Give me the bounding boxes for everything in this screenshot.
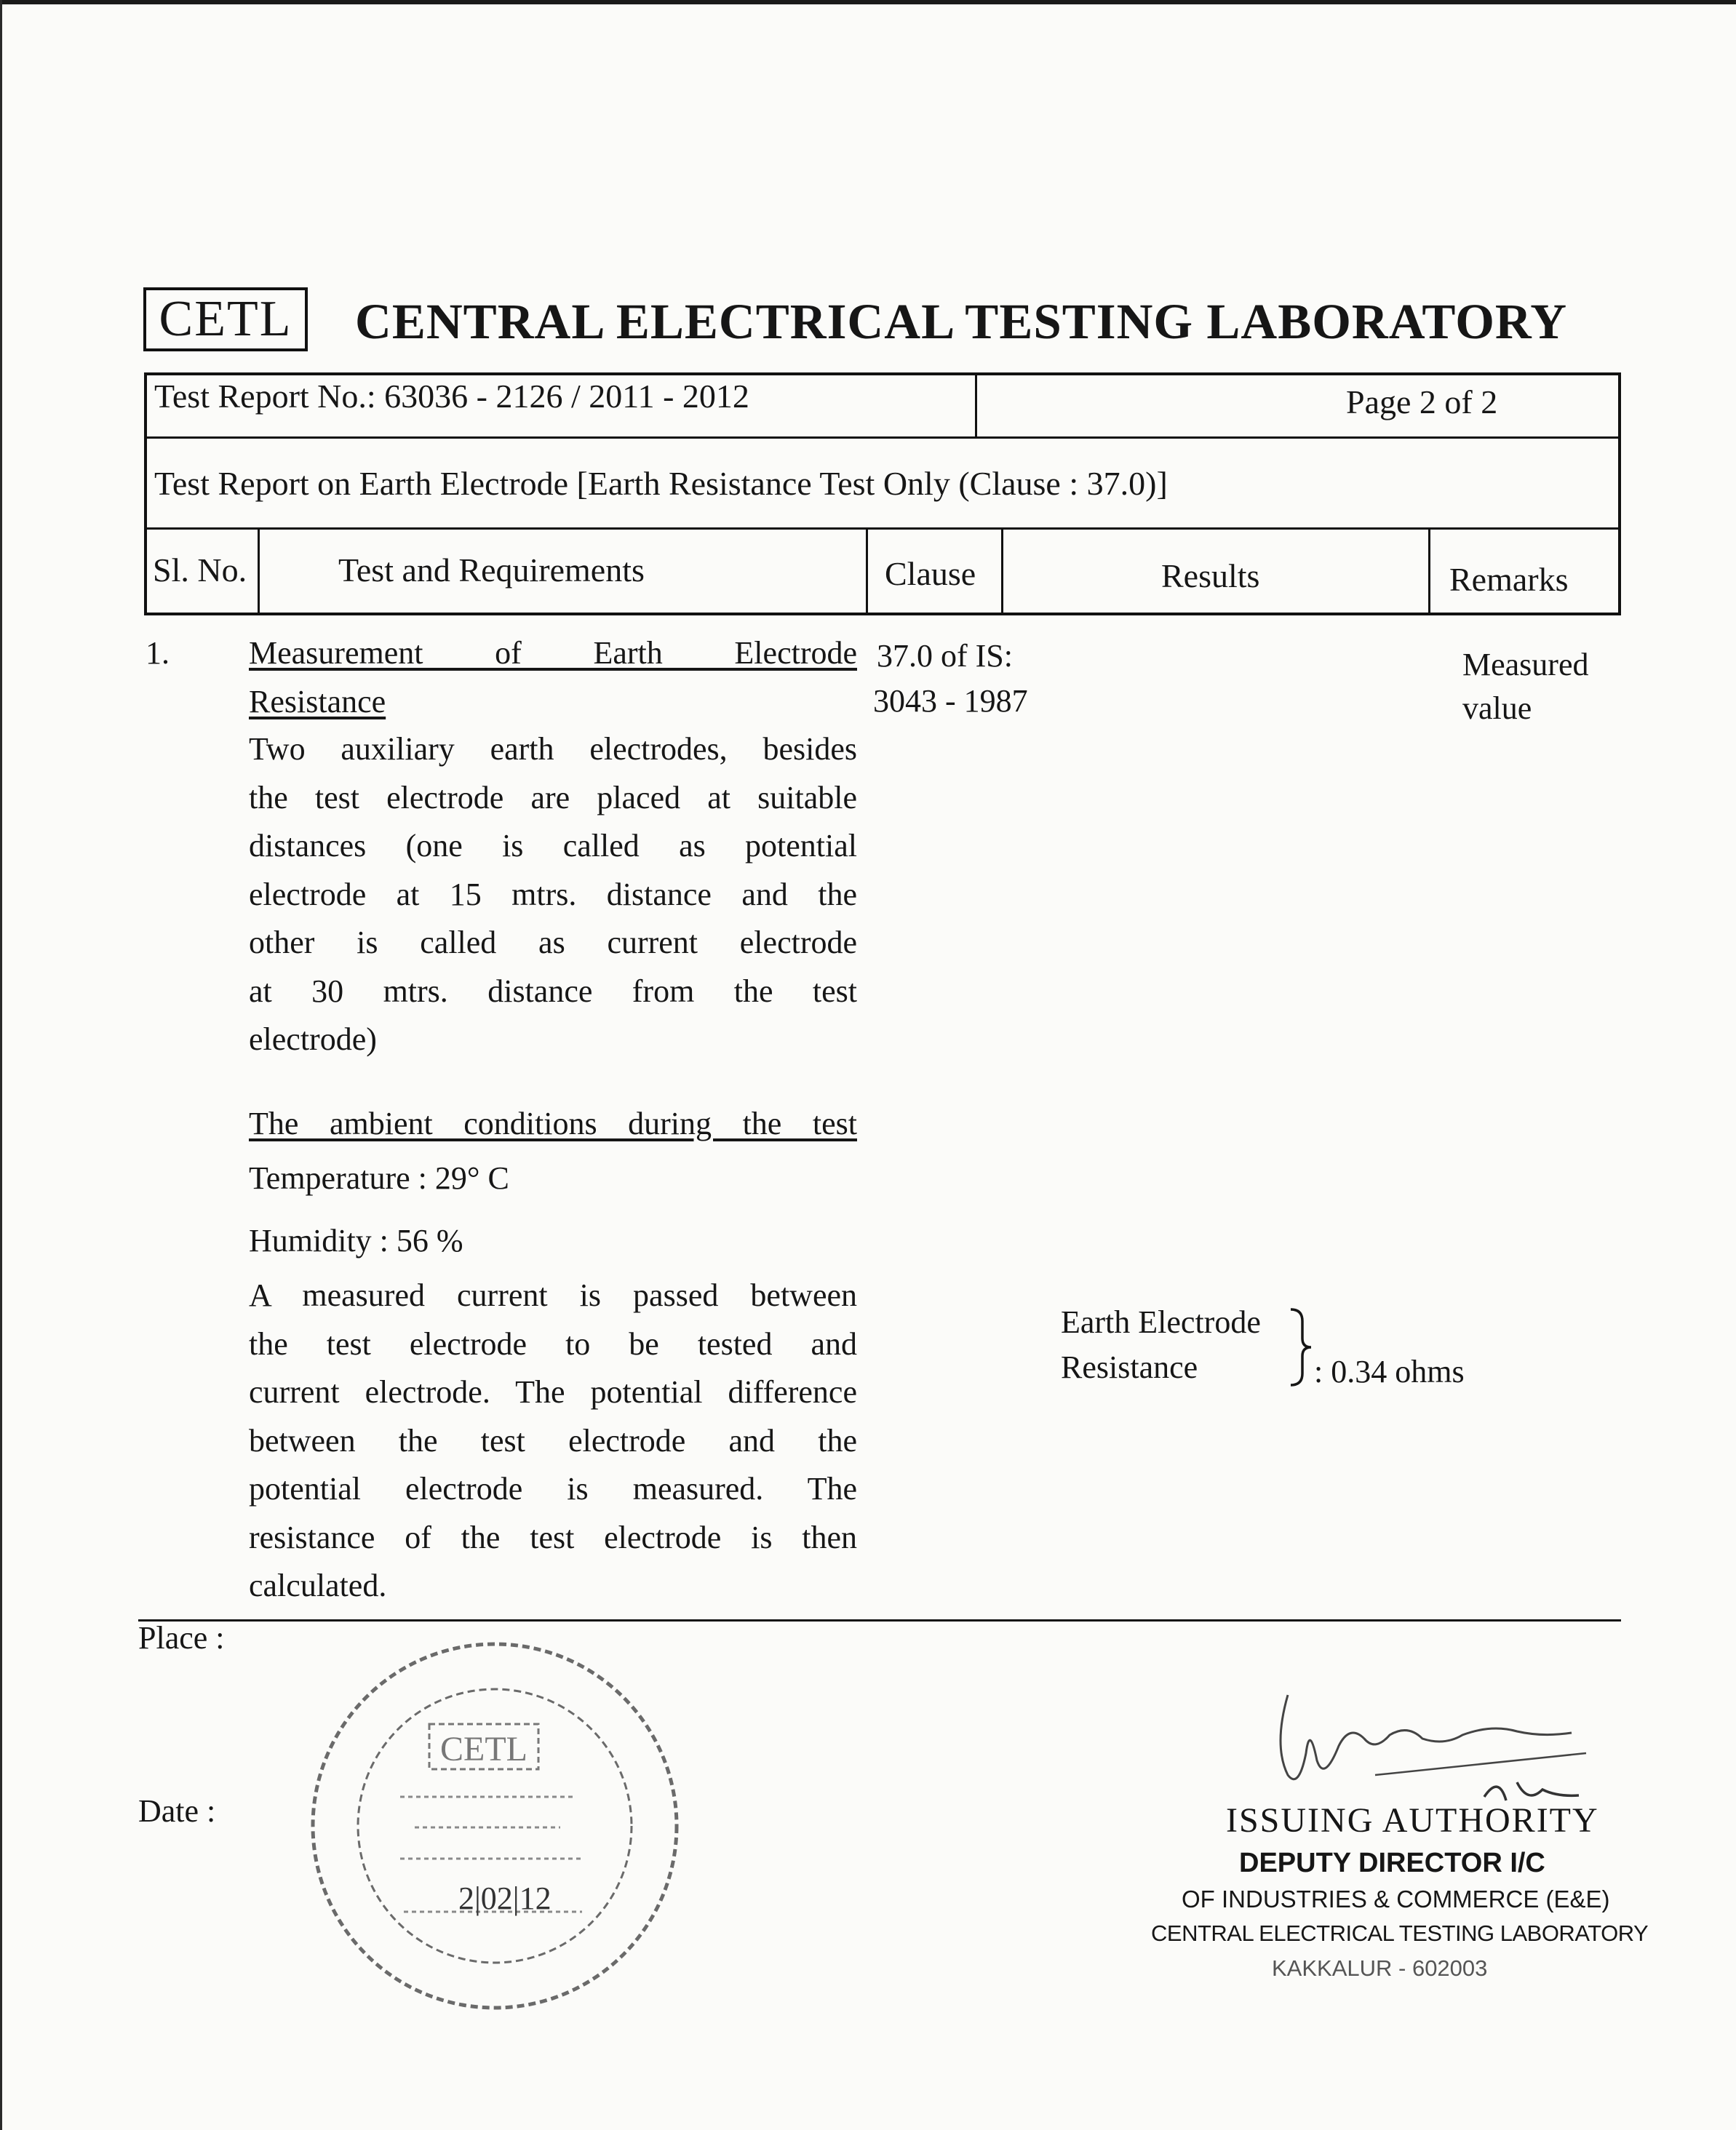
column-header-clause: Clause [885, 555, 976, 592]
signature [1266, 1666, 1630, 1811]
text-line: the test electrode are placed at suitable [249, 779, 857, 815]
text-line: current electrode. The potential difference [249, 1374, 857, 1410]
ambient-conditions-heading [249, 1100, 857, 1149]
clause-reference: 37.0 of IS: [877, 638, 1013, 674]
text-line: the test electrode to be tested and [249, 1325, 857, 1362]
clause-reference: 3043 - 1987 [873, 683, 1028, 719]
authority-designation: DEPUTY DIRECTOR I/C [1239, 1848, 1545, 1878]
page-top-edge [0, 0, 1736, 4]
result-label: Earth Electrode [1061, 1304, 1261, 1340]
date-label: Date : [138, 1793, 216, 1829]
authority-address: KAKKALUR - 602003 [1272, 1955, 1488, 1981]
svg-text:CETL: CETL [440, 1730, 527, 1768]
header-divider [975, 372, 977, 438]
item-heading-line: Measurement of Earth Electrode [249, 635, 857, 671]
text-line: calculated. [249, 1568, 387, 1603]
laboratory-seal-stamp [291, 1615, 713, 2022]
column-divider [1001, 527, 1003, 615]
issuing-authority-title: ISSUING AUTHORITY [1226, 1801, 1599, 1840]
place-label: Place : [138, 1620, 225, 1656]
item-number: 1. [146, 635, 170, 671]
laboratory-name: CENTRAL ELECTRICAL TESTING LABORATORY [355, 294, 1568, 349]
procedure-description [249, 725, 857, 1064]
remarks-text: Measured [1462, 647, 1589, 682]
temperature-reading: Temperature : 29° C [249, 1160, 509, 1196]
text-line: distances (one is called as potential [249, 828, 857, 863]
text-line: other is called as current electrode [249, 925, 857, 960]
header-divider [144, 436, 1621, 439]
text-line: The ambient conditions during the test [249, 1106, 857, 1141]
column-header-results: Results [1161, 557, 1260, 594]
authority-department: OF INDUSTRIES & COMMERCE (E&E) [1182, 1886, 1610, 1912]
text-line: between the test electrode and the [249, 1422, 857, 1459]
column-divider [866, 527, 868, 615]
humidity-reading: Humidity : 56 % [249, 1223, 463, 1259]
column-header-remarks: Remarks [1449, 561, 1569, 598]
text-line: potential electrode is measured. The [249, 1471, 857, 1507]
column-header-test: Test and Requirements [338, 551, 645, 589]
page-left-edge [0, 0, 2, 2130]
result-label: Resistance [1061, 1349, 1198, 1385]
column-divider [258, 527, 260, 615]
column-header-sl-no: Sl. No. [153, 551, 247, 589]
report-title: Test Report on Earth Electrode [Earth Resistance Test Only (Clause : 37.0)] [154, 465, 1168, 502]
item-heading [249, 629, 857, 726]
earth-resistance-value: : 0.34 ohms [1314, 1354, 1465, 1389]
report-number: Test Report No.: 63036 - 2126 / 2011 - 2012 [154, 378, 749, 415]
cetl-logo: CETL [143, 287, 308, 351]
seal-date: 2|02|12 [458, 1880, 552, 1916]
text-line: at 30 mtrs. distance from the test [249, 973, 857, 1009]
authority-laboratory: CENTRAL ELECTRICAL TESTING LABORATORY [1151, 1920, 1649, 1946]
curly-brace-icon [1286, 1307, 1315, 1388]
text-line: resistance of the test electrode is then [249, 1519, 857, 1555]
header-divider [144, 527, 1621, 530]
text-line: electrode) [249, 1021, 377, 1057]
page-number: Page 2 of 2 [1346, 383, 1498, 420]
text-line: A measured current is passed between [249, 1277, 857, 1313]
column-divider [1428, 527, 1430, 615]
text-line: electrode at 15 mtrs. distance and the [249, 876, 857, 912]
text-line: Two auxiliary earth electrodes, besides [249, 731, 857, 767]
remarks-text: value [1462, 690, 1532, 726]
method-description [249, 1272, 857, 1611]
item-heading-line: Resistance [249, 683, 386, 719]
